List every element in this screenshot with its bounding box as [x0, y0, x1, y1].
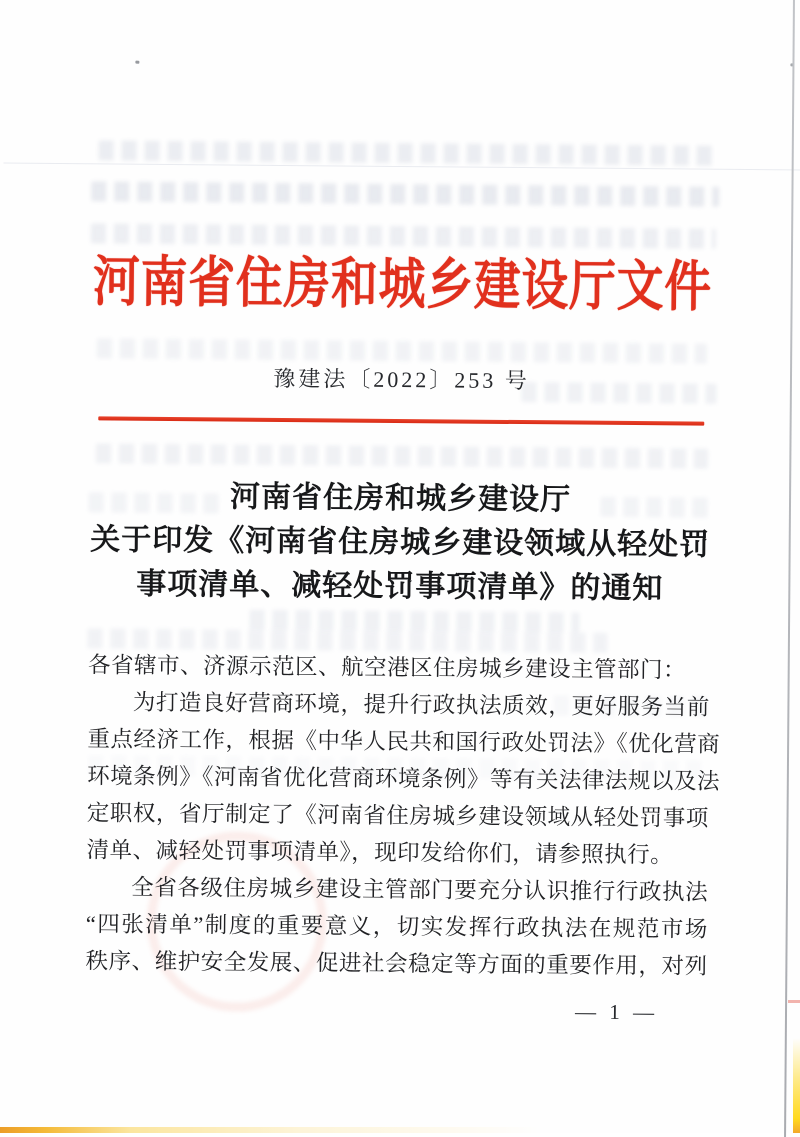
bleed-through-line: [99, 140, 719, 165]
scan-speck: [135, 61, 139, 64]
salutation-line: 各省辖市、济源示范区、航空港区住房城乡建设主管部门：: [88, 652, 687, 683]
next-page-redline-peek: [788, 1000, 800, 1003]
letterhead-red-rule: [98, 416, 704, 425]
body-line: 清单、减轻处罚事项清单》，现印发给你们，请参照执行。: [86, 837, 674, 868]
notice-title: [0, 474, 800, 613]
next-page-peek-right: [793, 1038, 800, 1133]
page-number: — 1 —: [575, 999, 659, 1025]
body-line: 定职权，省厅制定了《河南省住房城乡建设领域从轻处罚事项: [86, 800, 709, 831]
notice-title-line-3: 事项清单、减轻处罚事项清单》的通知: [136, 567, 664, 606]
notice-title-line-2: 关于印发《河南省住房城乡建设领域从轻处罚: [90, 523, 711, 562]
notice-body: [85, 646, 721, 984]
bleed-through-line: [97, 338, 707, 363]
bleed-through-line: [91, 181, 719, 206]
next-page-peek-bottom: [0, 1127, 800, 1133]
body-line: “四张清单”制度的重要意义，切实发挥行政执法在规范市场: [85, 911, 708, 942]
letterhead-title: 河南省住房和城乡建设厅文件: [92, 251, 713, 318]
body-line: 重点经济工作，根据《中华人民共和国行政处罚法》《优化营商: [87, 726, 721, 757]
notice-title-line-1: 河南省住房和城乡建设厅: [229, 480, 572, 517]
body-line: 环境条例》《河南省优化营商环境条例》等有关法律法规以及法: [87, 763, 721, 794]
bleed-through-line: [96, 443, 708, 468]
body-line: 为打造良好营商环境，提升行政执法质效，更好服务当前: [132, 689, 710, 720]
body-line: 秩序、维护安全发展、促进社会稳定等方面的重要作用，对列: [85, 948, 708, 979]
body-line: 全省各级住房城乡建设主管部门要充分认识推行行政执法: [131, 874, 709, 905]
document-number: 豫建法〔2022〕253 号: [273, 365, 530, 394]
